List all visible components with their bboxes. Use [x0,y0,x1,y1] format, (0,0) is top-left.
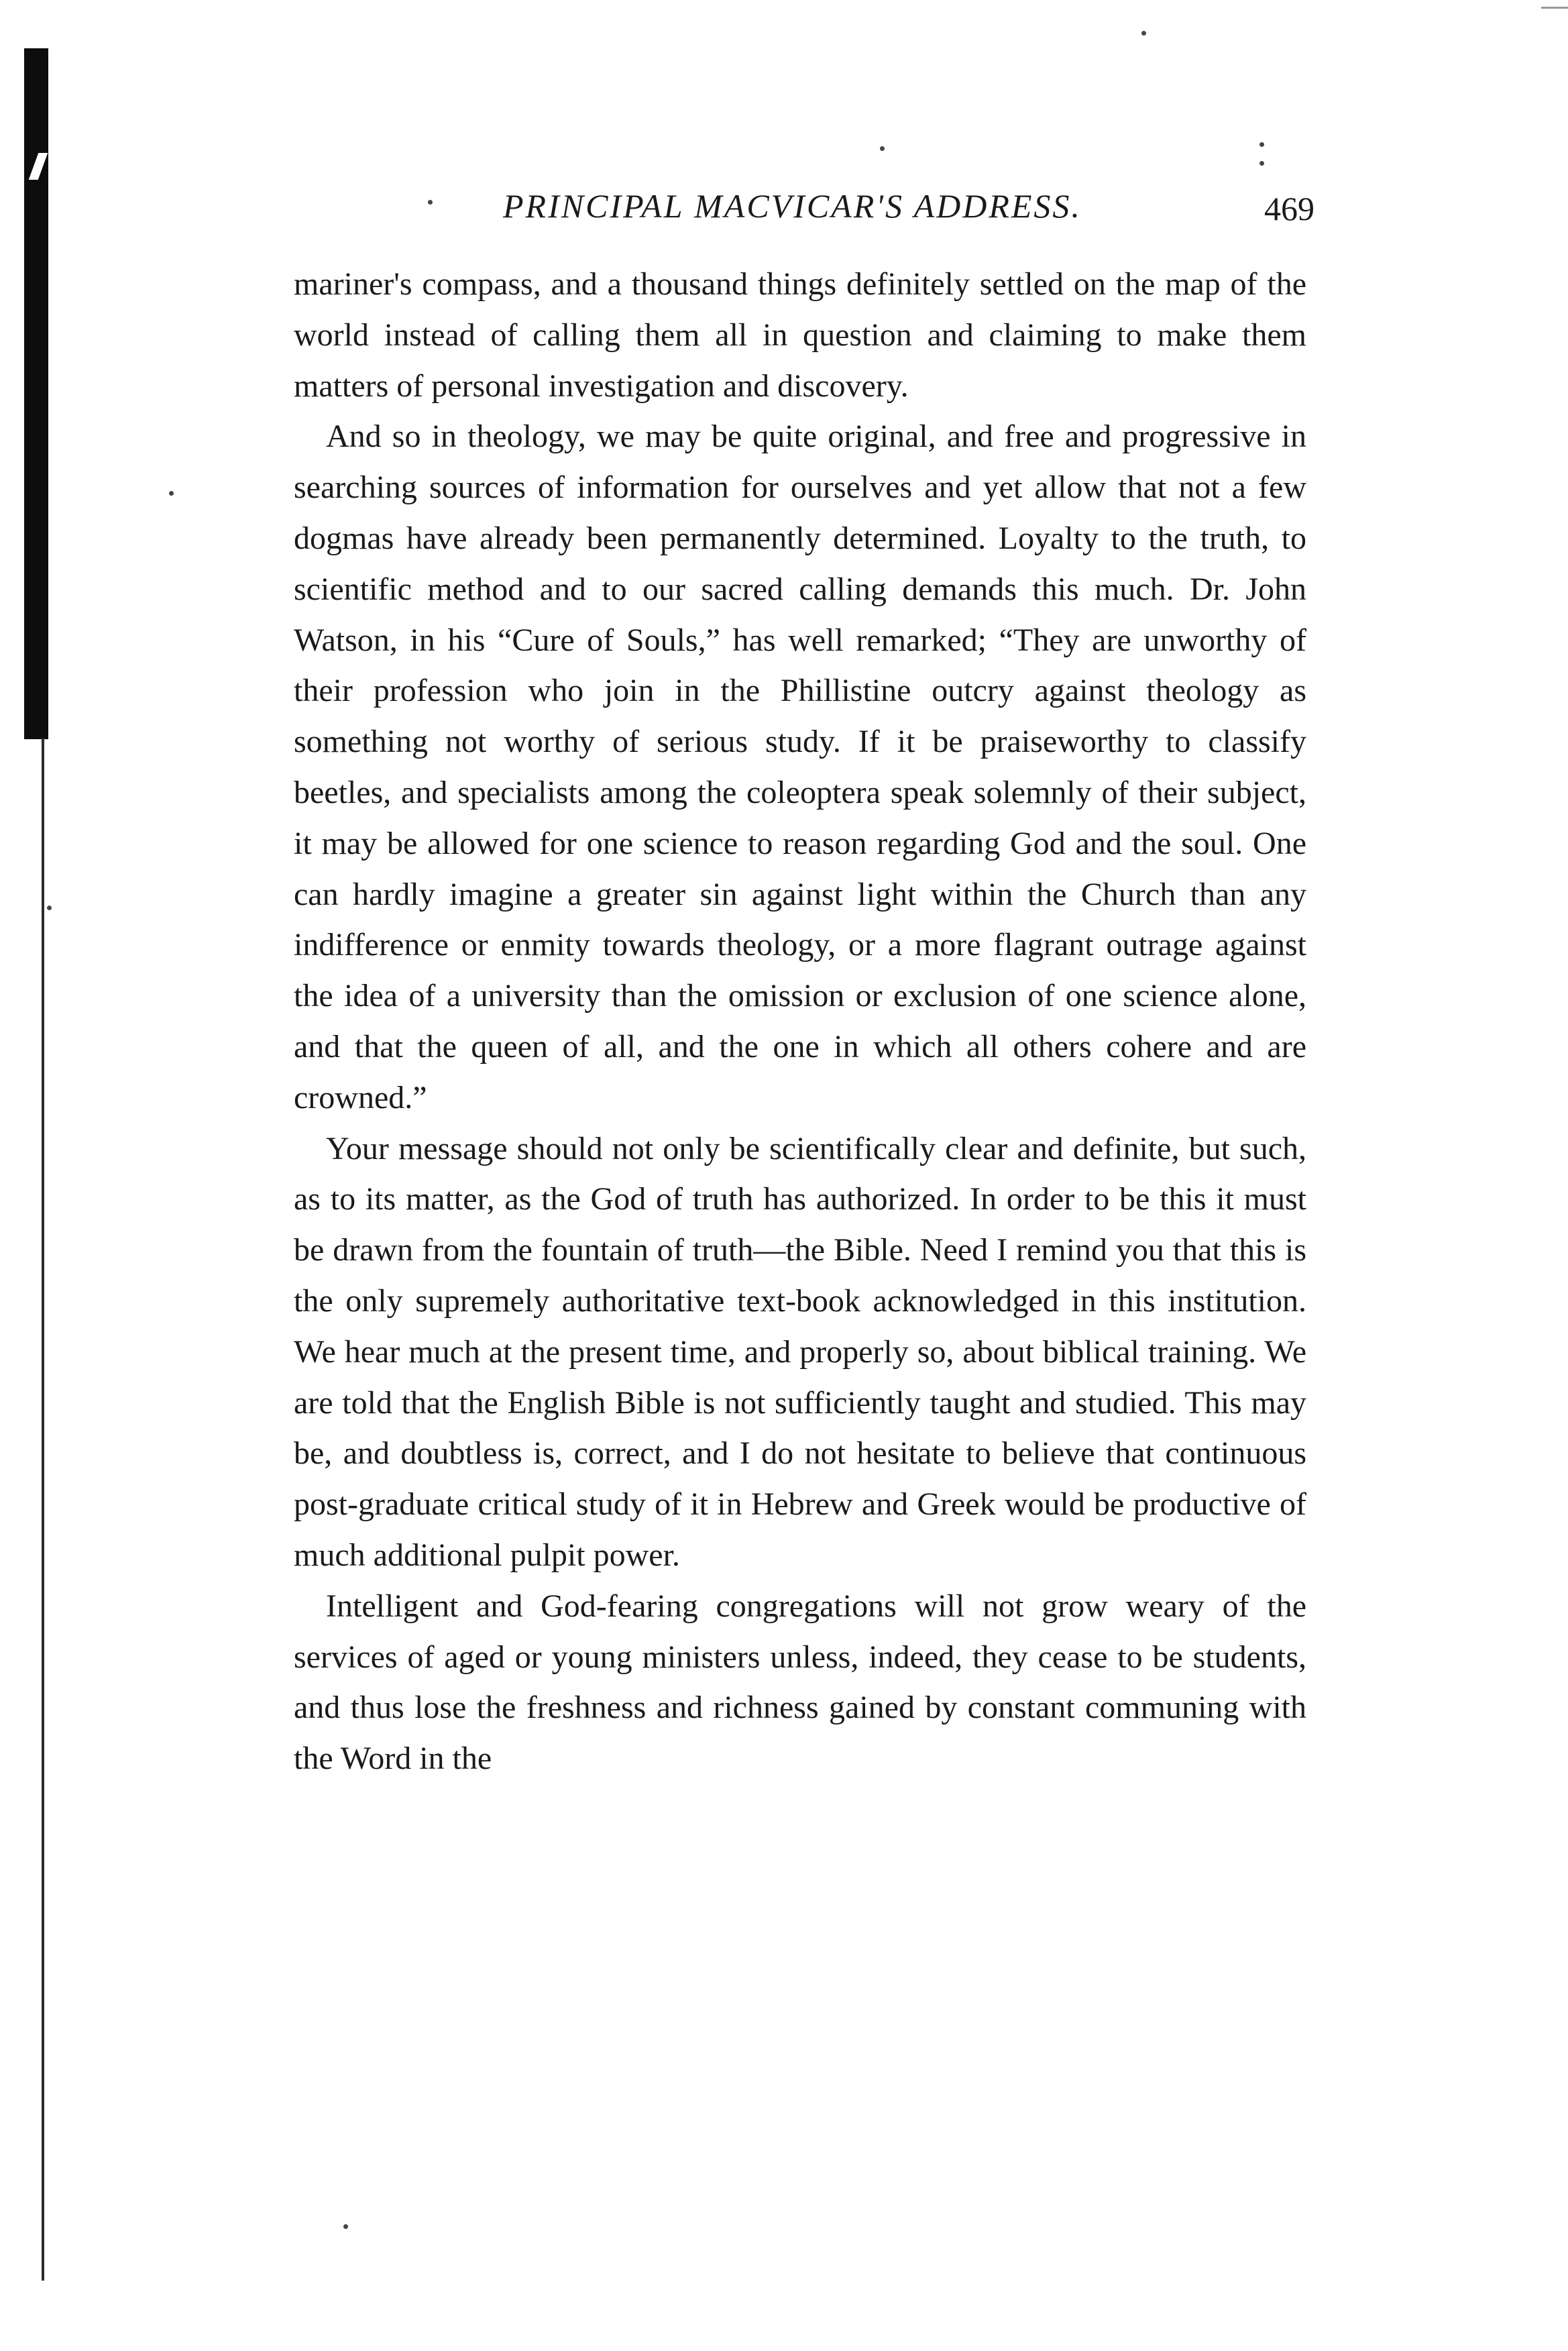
scan-speck [880,146,885,151]
running-head: PRINCIPAL MACVICAR'S ADDRESS. [503,187,1082,225]
scan-speck [1141,31,1146,36]
page-number: 469 [1264,190,1314,227]
scan-speck [343,2224,348,2229]
scan-speck [1259,142,1264,147]
binding-edge [24,48,48,739]
scan-speck [1259,161,1264,166]
paragraph: Intelligent and God-fearing congregations will not grow weary of the services of aged or young ministers unless, indeed, they cease to be students, and thus lose the freshness and richness gained by constant communing with the Word in the [294,1588,1306,1777]
corner-rule [1541,7,1568,9]
binding-line [42,738,44,2281]
paragraph: And so in theology, we may be quite original, and free and progressive in searching sources of information for ourselves and yet allow that not a few dogmas have already been permanently determined. Loyalty to the truth, to scientific method and to our sacred calling demands this much. Dr. John Watson, in his “Cure of Souls,” has well remarked; “They are unworthy of their profession who join in the Phillistine outcry against theology as something not worthy of serious study. If it be praiseworthy to classify beetles, and specialists among the coleoptera speak solemnly of their subject, it may be allowed for one science to reason regarding God and the soul. One can hardly imagine a greater sin against light within the Church than any indifference or enmity towards theology, or a more flagrant outrage against the idea of a university than the omission or exclusion of one science alone, and that the queen of all, and the one in which all others cohere and are crowned.” [294,419,1306,1115]
paragraph: mariner's compass, and a thousand things definitely settled on the map of the world instead of calling them all in question and claiming to make them matters of personal investigation and discovery. [294,266,1306,404]
scan-speck [47,906,52,910]
page-header [288,186,1314,240]
paragraph: Your message should not only be scientifically clear and definite, but such, as to its matter, as the God of truth has authorized. In order to be this it must be drawn from the fountain of truth—the Bible. Need I remind you that this is the only supremely authoritative text-book acknowledged in this institution. We hear much at the present time, and properly so, about biblical training. We are told that the English Bible is not sufficiently taught and studied. This may be, and doubtless is, correct, and I do not hesitate to believe that continuous post-graduate critical study of it in Hebrew and Greek would be productive of much additional pulpit power. [294,1130,1306,1573]
scan-speck [169,491,174,496]
page-body [294,259,1306,1784]
